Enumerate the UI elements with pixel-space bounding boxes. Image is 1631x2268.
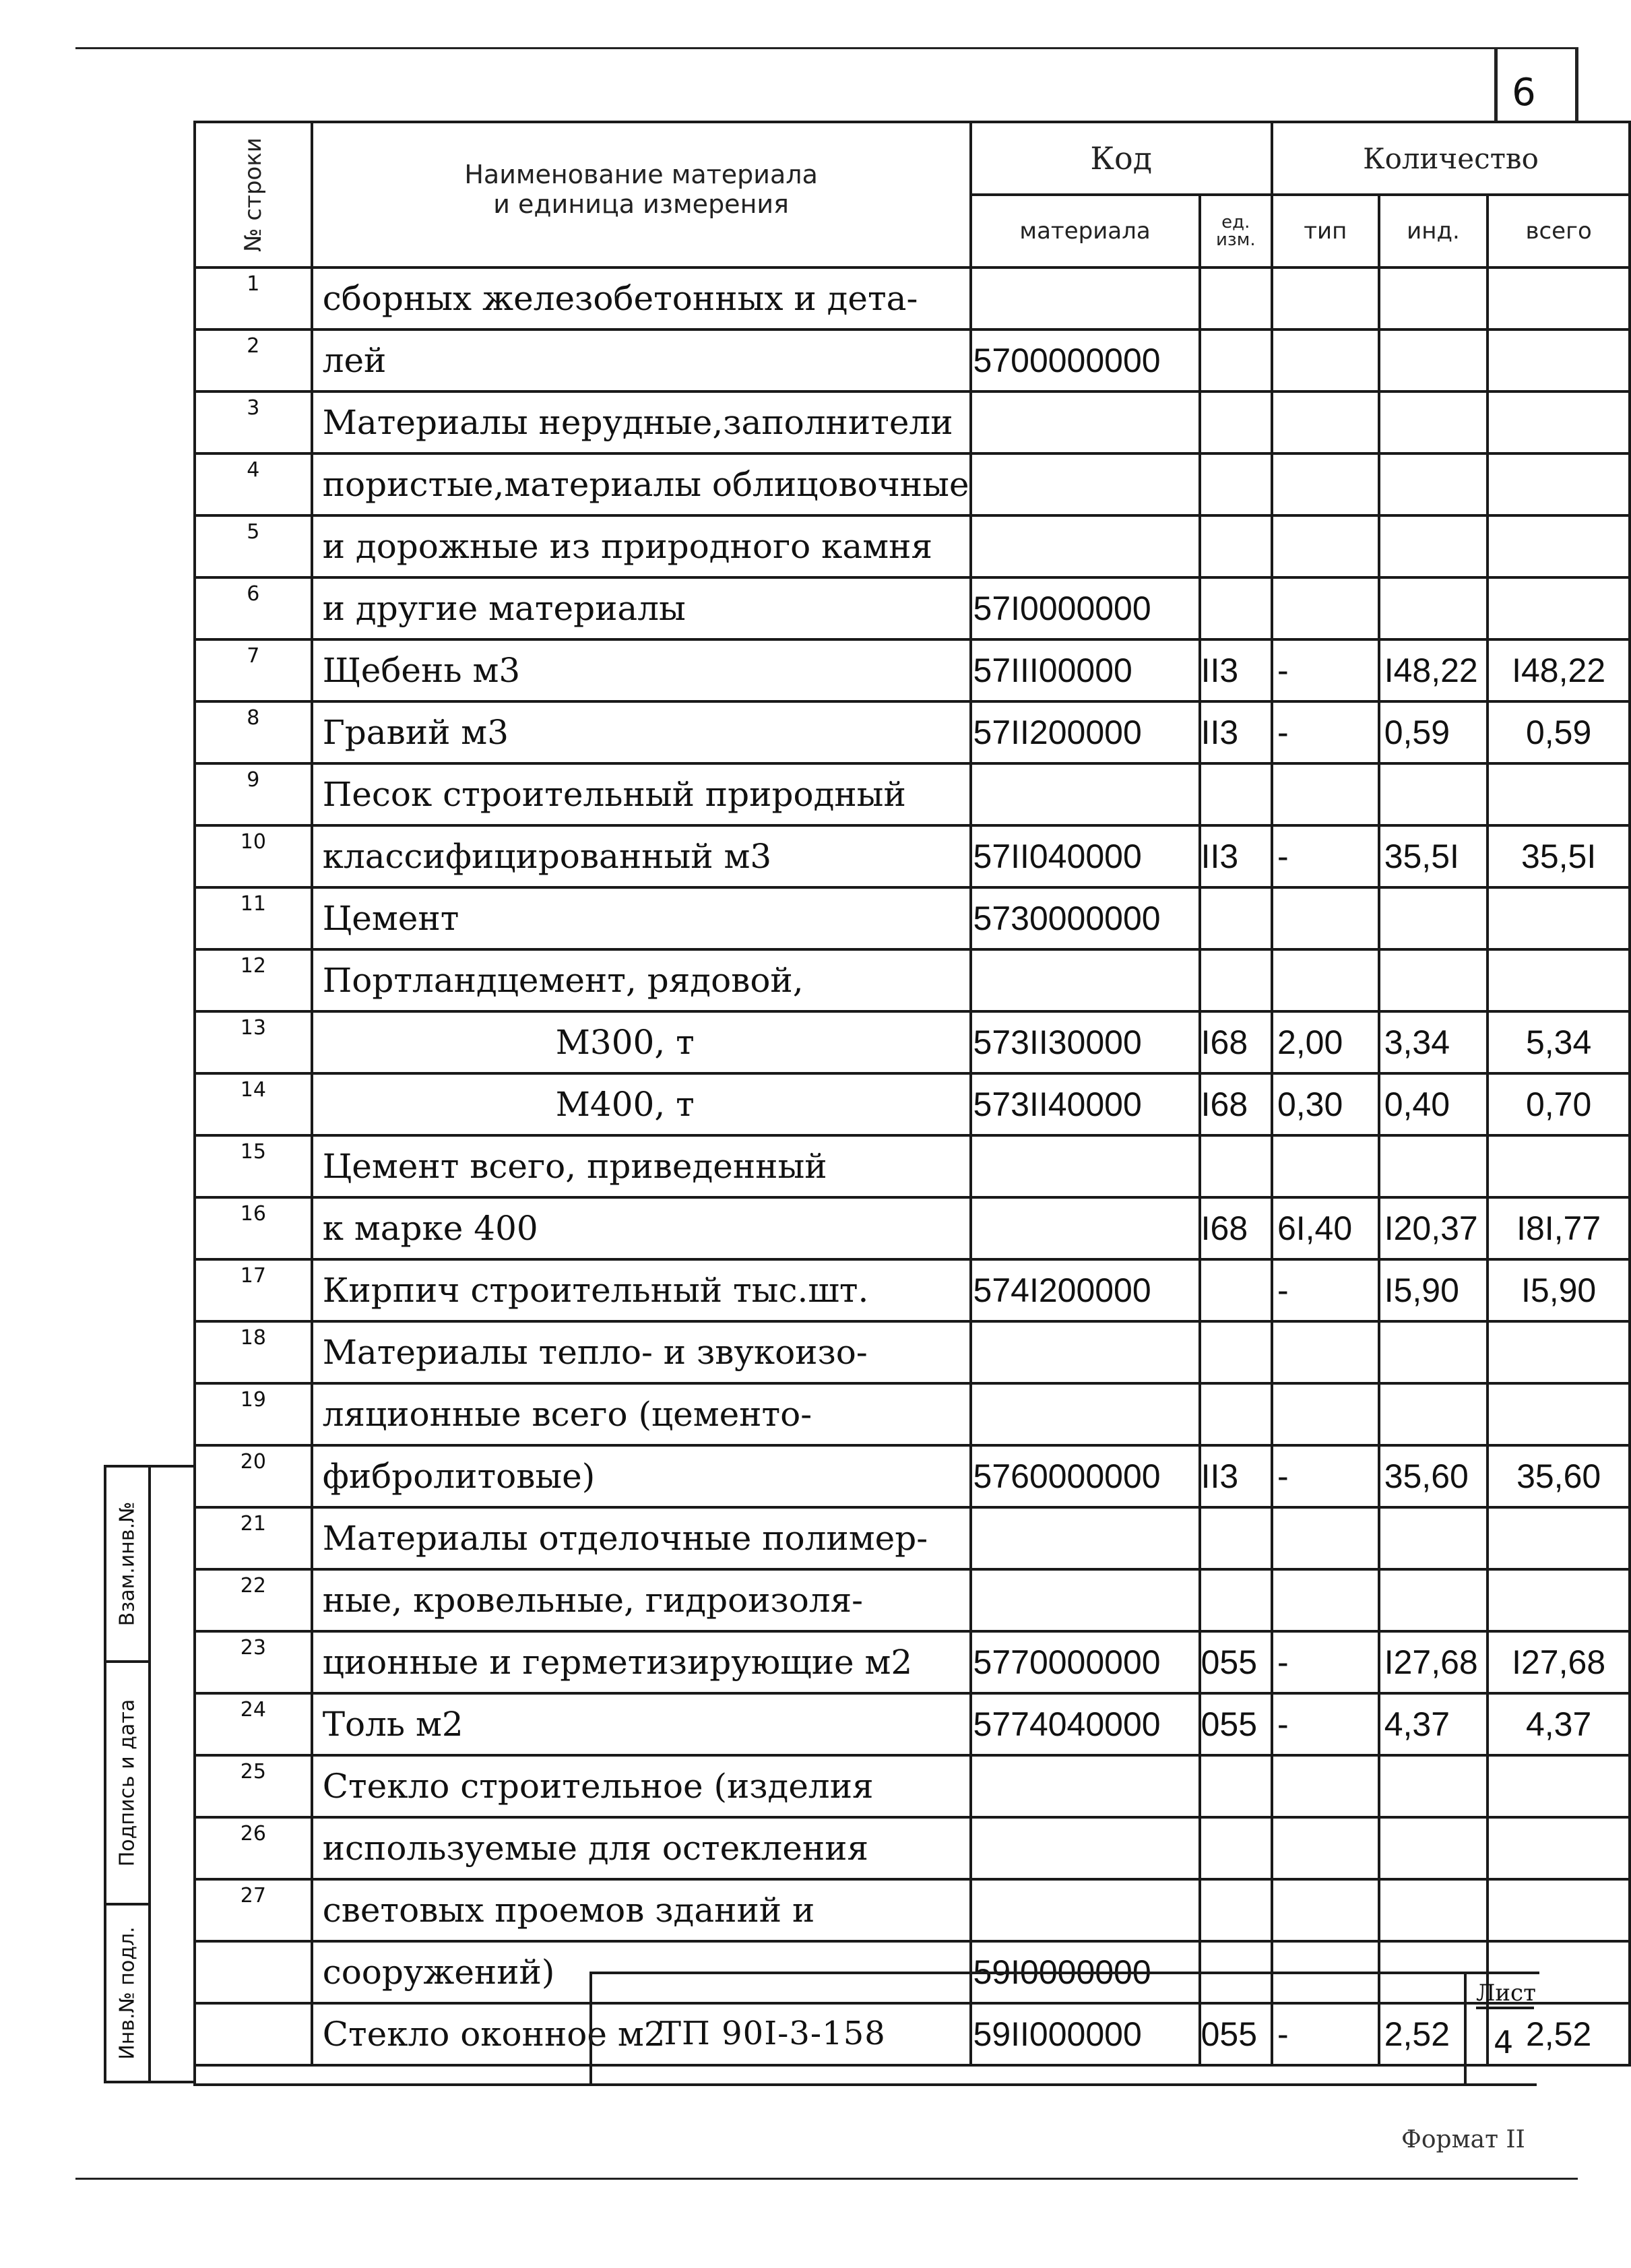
- header-code-group: Код: [971, 122, 1272, 195]
- material-name: ные, кровельные, гидроизоля-: [312, 1569, 971, 1631]
- row-number: 27: [195, 1879, 312, 1941]
- row-number: 24: [195, 1693, 312, 1755]
- material-code: [971, 267, 1200, 329]
- table-row: [195, 1879, 1630, 1941]
- qty-type: -: [1272, 1445, 1379, 1507]
- qty-total: I48,22: [1488, 639, 1630, 701]
- qty-individual: [1379, 515, 1488, 577]
- qty-type: -: [1272, 639, 1379, 701]
- header-row-no: № строки: [195, 122, 312, 267]
- row-number: 20: [195, 1445, 312, 1507]
- row-number: 3: [195, 391, 312, 453]
- unit-code: [1200, 391, 1272, 453]
- qty-type: [1272, 515, 1379, 577]
- material-name: и дорожные из природного камня: [312, 515, 971, 577]
- qty-total: [1488, 515, 1630, 577]
- qty-type: -: [1272, 1259, 1379, 1321]
- qty-type: [1272, 1569, 1379, 1631]
- material-name: М300, т: [312, 1011, 971, 1073]
- table-row: [195, 1631, 1630, 1693]
- material-code: [971, 763, 1200, 825]
- sheet-label: Лист: [1476, 1980, 1534, 2009]
- unit-code: II3: [1200, 825, 1272, 887]
- material-code: [971, 949, 1200, 1011]
- qty-type: [1272, 329, 1379, 391]
- qty-individual: [1379, 1321, 1488, 1383]
- material-name: Песок строительный природный: [312, 763, 971, 825]
- material-code: [971, 1817, 1200, 1879]
- material-name: Кирпич строительный тыс.шт.: [312, 1259, 971, 1321]
- qty-individual: [1379, 1383, 1488, 1445]
- qty-total: [1488, 1755, 1630, 1817]
- qty-individual: [1379, 453, 1488, 515]
- row-number: 13: [195, 1011, 312, 1073]
- unit-code: [1200, 515, 1272, 577]
- table-row: [195, 1259, 1630, 1321]
- row-number: 1: [195, 267, 312, 329]
- header-unit: ед. изм.: [1200, 195, 1272, 267]
- qty-total: [1488, 887, 1630, 949]
- stamp-divider: [148, 1468, 151, 2081]
- material-name: М400, т: [312, 1073, 971, 1135]
- qty-type: [1272, 887, 1379, 949]
- unit-code: I68: [1200, 1011, 1272, 1073]
- table-row: [195, 1693, 1630, 1755]
- qty-total: I27,68: [1488, 1631, 1630, 1693]
- table-row: [195, 1383, 1630, 1445]
- unit-code: [1200, 1135, 1272, 1197]
- qty-type: [1272, 391, 1379, 453]
- material-code: [971, 1879, 1200, 1941]
- table-row: [195, 1817, 1630, 1879]
- qty-type: [1272, 577, 1379, 639]
- qty-individual: [1379, 267, 1488, 329]
- qty-total: [1488, 1321, 1630, 1383]
- row-number: 5: [195, 515, 312, 577]
- table-row: [195, 267, 1630, 329]
- material-name: к марке 400: [312, 1197, 971, 1259]
- row-number: 12: [195, 949, 312, 1011]
- material-name: сооружений): [312, 1941, 971, 2003]
- qty-individual: 0,40: [1379, 1073, 1488, 1135]
- row-number: 17: [195, 1259, 312, 1321]
- table-row: [195, 1755, 1630, 1817]
- unit-code: II3: [1200, 701, 1272, 763]
- material-name: Портландцемент, рядовой,: [312, 949, 971, 1011]
- row-number: 19: [195, 1383, 312, 1445]
- row-number: 9: [195, 763, 312, 825]
- unit-code: [1200, 577, 1272, 639]
- material-code: 5774040000: [971, 1693, 1200, 1755]
- material-code: 57I0000000: [971, 577, 1200, 639]
- material-name: световых проемов зданий и: [312, 1879, 971, 1941]
- unit-code: II3: [1200, 639, 1272, 701]
- qty-total: [1488, 1569, 1630, 1631]
- header-individual: инд.: [1379, 195, 1488, 267]
- qty-total: [1488, 1383, 1630, 1445]
- qty-individual: 4,37: [1379, 1693, 1488, 1755]
- qty-individual: I20,37: [1379, 1197, 1488, 1259]
- row-number: 26: [195, 1817, 312, 1879]
- qty-total: [1488, 1817, 1630, 1879]
- page-number: 6: [1512, 71, 1536, 115]
- stamp-signature-date: Подпись и дата: [106, 1663, 148, 1905]
- header-type: тип: [1272, 195, 1379, 267]
- qty-individual: 0,59: [1379, 701, 1488, 763]
- row-number: 23: [195, 1631, 312, 1693]
- qty-total: [1488, 949, 1630, 1011]
- document-code: ТП 90I-3-158: [660, 2015, 886, 2052]
- qty-total: [1488, 1135, 1630, 1197]
- qty-individual: [1379, 1755, 1488, 1817]
- sheet-number: 4: [1494, 2024, 1514, 2060]
- qty-total: I5,90: [1488, 1259, 1630, 1321]
- table-row: [195, 887, 1630, 949]
- header-name: Наименование материала и единица измерения: [312, 122, 971, 267]
- table-row: [195, 453, 1630, 515]
- unit-code: [1200, 887, 1272, 949]
- qty-type: -: [1272, 1631, 1379, 1693]
- qty-individual: 2,52: [1379, 2003, 1488, 2065]
- material-name: Материалы нерудные,заполнители: [312, 391, 971, 453]
- material-code: 59I0000000: [971, 1941, 1200, 2003]
- material-name: Щебень м3: [312, 639, 971, 701]
- material-code: [971, 1321, 1200, 1383]
- table-row: [195, 763, 1630, 825]
- qty-individual: I48,22: [1379, 639, 1488, 701]
- qty-type: [1272, 453, 1379, 515]
- qty-total: [1488, 1879, 1630, 1941]
- header-total: всего: [1488, 195, 1630, 267]
- qty-total: [1488, 453, 1630, 515]
- material-code: [971, 391, 1200, 453]
- table-row: [195, 701, 1630, 763]
- row-number: 8: [195, 701, 312, 763]
- row-number: 22: [195, 1569, 312, 1631]
- material-name: пористые,материалы облицовочные: [312, 453, 971, 515]
- bottom-frame-line: [75, 2178, 1578, 2180]
- row-number: 10: [195, 825, 312, 887]
- unit-code: [1200, 1569, 1272, 1631]
- material-name: Стекло оконное м2: [312, 2003, 971, 2065]
- material-code: 5730000000: [971, 887, 1200, 949]
- qty-individual: [1379, 391, 1488, 453]
- table-row: [195, 1445, 1630, 1507]
- table-row: [195, 1011, 1630, 1073]
- table-row: [195, 1135, 1630, 1197]
- qty-individual: 35,5I: [1379, 825, 1488, 887]
- material-name: и другие материалы: [312, 577, 971, 639]
- title-block-inner: [589, 1972, 1539, 2086]
- qty-total: 4,37: [1488, 1693, 1630, 1755]
- qty-individual: [1379, 1817, 1488, 1879]
- material-name: Толь м2: [312, 1693, 971, 1755]
- row-number: 6: [195, 577, 312, 639]
- material-code: 5700000000: [971, 329, 1200, 391]
- table-row: [195, 1073, 1630, 1135]
- unit-code: 055: [1200, 1631, 1272, 1693]
- table-row: [195, 1507, 1630, 1569]
- header-material: материала: [971, 195, 1200, 267]
- material-code: 59II000000: [971, 2003, 1200, 2065]
- qty-type: 6I,40: [1272, 1197, 1379, 1259]
- header-quantity-group: Количество: [1272, 122, 1630, 195]
- row-number: 14: [195, 1073, 312, 1135]
- row-number: 7: [195, 639, 312, 701]
- table-row: [195, 949, 1630, 1011]
- qty-total: [1488, 391, 1630, 453]
- table-row: [195, 515, 1630, 577]
- unit-code: [1200, 329, 1272, 391]
- material-name: Цемент всего, приведенный: [312, 1135, 971, 1197]
- material-code: 574I200000: [971, 1259, 1200, 1321]
- qty-type: 0,30: [1272, 1073, 1379, 1135]
- unit-code: [1200, 1507, 1272, 1569]
- row-number: 15: [195, 1135, 312, 1197]
- qty-type: 2,00: [1272, 1011, 1379, 1073]
- material-code: 5770000000: [971, 1631, 1200, 1693]
- material-name: Стекло строительное (изделия: [312, 1755, 971, 1817]
- approval-stamp: [104, 1465, 193, 2083]
- material-name: Материалы отделочные полимер-: [312, 1507, 971, 1569]
- qty-total: [1488, 763, 1630, 825]
- qty-total: 2,52: [1488, 2003, 1630, 2065]
- material-name: классифицированный м3: [312, 825, 971, 887]
- unit-code: [1200, 453, 1272, 515]
- qty-total: 35,5I: [1488, 825, 1630, 887]
- qty-individual: I27,68: [1379, 1631, 1488, 1693]
- qty-type: [1272, 1755, 1379, 1817]
- qty-type: [1272, 1817, 1379, 1879]
- row-number: 16: [195, 1197, 312, 1259]
- materials-table: [193, 121, 1631, 2067]
- qty-individual: [1379, 1879, 1488, 1941]
- material-name: Материалы тепло- и звукоизо-: [312, 1321, 971, 1383]
- table-row: [195, 825, 1630, 887]
- qty-type: -: [1272, 825, 1379, 887]
- row-number: 21: [195, 1507, 312, 1569]
- row-number: 11: [195, 887, 312, 949]
- format-note: Формат II: [1401, 2126, 1525, 2153]
- qty-total: I8I,77: [1488, 1197, 1630, 1259]
- material-name: лей: [312, 329, 971, 391]
- qty-type: [1272, 1321, 1379, 1383]
- qty-type: [1272, 1507, 1379, 1569]
- qty-individual: 3,34: [1379, 1011, 1488, 1073]
- stamp-inv-orig: Инв.№ подл.: [115, 1926, 139, 2060]
- qty-individual: I5,90: [1379, 1259, 1488, 1321]
- qty-individual: [1379, 577, 1488, 639]
- unit-code: [1200, 267, 1272, 329]
- material-code: 5760000000: [971, 1445, 1200, 1507]
- material-code: [971, 1569, 1200, 1631]
- unit-code: [1200, 1259, 1272, 1321]
- material-code: 57III00000: [971, 639, 1200, 701]
- unit-code: [1200, 1755, 1272, 1817]
- unit-code: [1200, 949, 1272, 1011]
- unit-code: I68: [1200, 1197, 1272, 1259]
- qty-total: 5,34: [1488, 1011, 1630, 1073]
- qty-type: -: [1272, 2003, 1379, 2065]
- table-row: [195, 1197, 1630, 1259]
- unit-code: [1200, 1817, 1272, 1879]
- material-code: 57II200000: [971, 701, 1200, 763]
- title-block: [193, 1947, 1537, 2086]
- qty-total: [1488, 577, 1630, 639]
- qty-type: [1272, 1135, 1379, 1197]
- material-name: фибролитовые): [312, 1445, 971, 1507]
- material-code: 573II40000: [971, 1073, 1200, 1135]
- qty-total: [1488, 329, 1630, 391]
- unit-code: I68: [1200, 1073, 1272, 1135]
- top-frame-line: [75, 47, 1578, 49]
- material-code: 57II040000: [971, 825, 1200, 887]
- qty-total: [1488, 267, 1630, 329]
- material-name: ляционные всего (цементо-: [312, 1383, 971, 1445]
- qty-type: -: [1272, 1693, 1379, 1755]
- material-code: [971, 1383, 1200, 1445]
- row-number: 25: [195, 1755, 312, 1817]
- material-code: [971, 453, 1200, 515]
- qty-total: 0,59: [1488, 701, 1630, 763]
- table-row: [195, 329, 1630, 391]
- qty-type: [1272, 1383, 1379, 1445]
- material-name: сборных железобетонных и дета-: [312, 267, 971, 329]
- row-number: 4: [195, 453, 312, 515]
- material-name: ционные и герметизирующие м2: [312, 1631, 971, 1693]
- material-code: [971, 1507, 1200, 1569]
- qty-individual: [1379, 887, 1488, 949]
- qty-total: [1488, 1507, 1630, 1569]
- qty-individual: [1379, 1507, 1488, 1569]
- qty-type: [1272, 763, 1379, 825]
- table-row: [195, 639, 1630, 701]
- material-name: Цемент: [312, 887, 971, 949]
- unit-code: II3: [1200, 1445, 1272, 1507]
- qty-individual: [1379, 1135, 1488, 1197]
- unit-code: 055: [1200, 1693, 1272, 1755]
- material-name: Гравий м3: [312, 701, 971, 763]
- unit-code: [1200, 1879, 1272, 1941]
- qty-individual: [1379, 763, 1488, 825]
- qty-individual: 35,60: [1379, 1445, 1488, 1507]
- qty-type: [1272, 267, 1379, 329]
- table-row: [195, 391, 1630, 453]
- material-code: 573II30000: [971, 1011, 1200, 1073]
- qty-type: -: [1272, 701, 1379, 763]
- table-row: [195, 577, 1630, 639]
- material-code: [971, 515, 1200, 577]
- material-code: [971, 1755, 1200, 1817]
- unit-code: [1200, 763, 1272, 825]
- table-row: [195, 1569, 1630, 1631]
- table-row: [195, 1321, 1630, 1383]
- right-frame-line: [1575, 47, 1578, 121]
- material-code: [971, 1135, 1200, 1197]
- material-code: [971, 1197, 1200, 1259]
- unit-code: [1200, 1321, 1272, 1383]
- stamp-replace-inv: Взам.инв.№: [106, 1468, 148, 1663]
- qty-type: [1272, 949, 1379, 1011]
- sheet-box: [1464, 1974, 1539, 2083]
- qty-total: 35,60: [1488, 1445, 1630, 1507]
- row-number: 2: [195, 329, 312, 391]
- unit-code: [1200, 1383, 1272, 1445]
- material-name: используемые для остекления: [312, 1817, 971, 1879]
- qty-type: [1272, 1879, 1379, 1941]
- unit-code: 055: [1200, 2003, 1272, 2065]
- qty-individual: [1379, 1569, 1488, 1631]
- qty-individual: [1379, 329, 1488, 391]
- qty-total: 0,70: [1488, 1073, 1630, 1135]
- qty-individual: [1379, 949, 1488, 1011]
- row-number: 18: [195, 1321, 312, 1383]
